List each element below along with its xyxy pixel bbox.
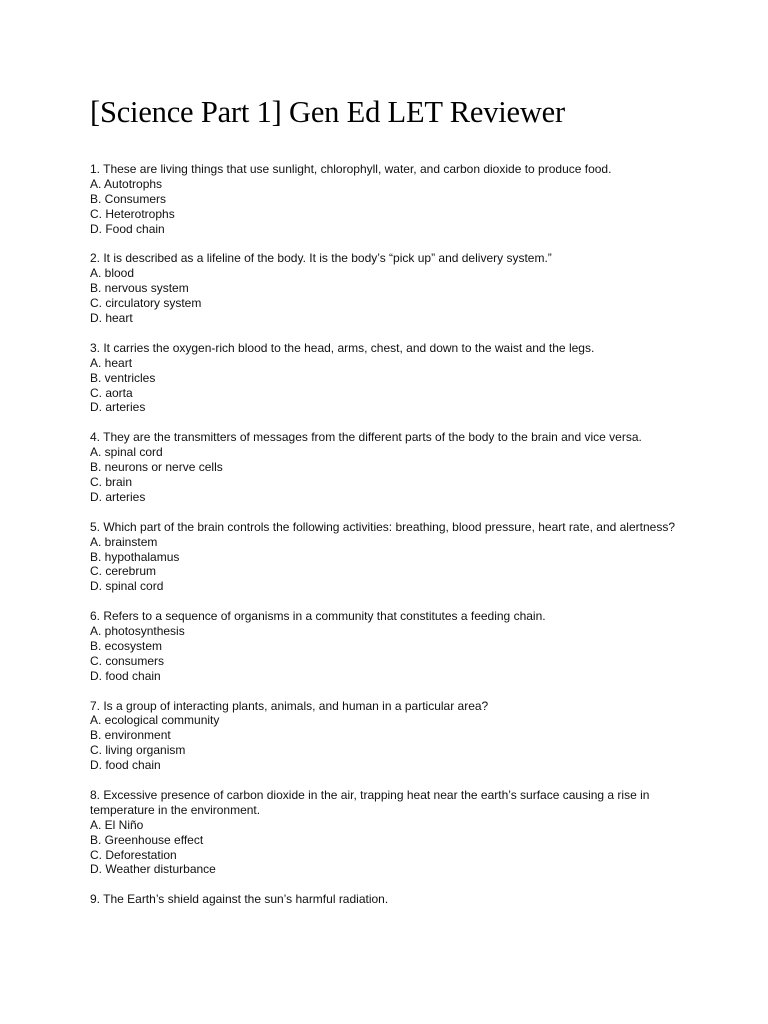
answer-option: A. brainstem bbox=[90, 534, 158, 549]
answer-option: A. Autotrophs bbox=[90, 176, 163, 191]
question-list bbox=[90, 162, 700, 922]
answer-option: B. hypothalamus bbox=[90, 549, 180, 564]
question-stem: 6. Refers to a sequence of organisms in a community that constitutes a feeding chain. bbox=[90, 609, 546, 624]
answer-option: C. aorta bbox=[90, 385, 133, 400]
question-9 bbox=[90, 892, 700, 907]
question-7 bbox=[90, 699, 700, 774]
answer-option: B. ecosystem bbox=[90, 638, 163, 653]
answer-option: C. Deforestation bbox=[90, 847, 177, 862]
question-5 bbox=[90, 520, 700, 595]
answer-option: C. brain bbox=[90, 474, 133, 489]
answer-option: C. living organism bbox=[90, 743, 186, 758]
answer-option: A. heart bbox=[90, 355, 133, 370]
answer-option: B. Consumers bbox=[90, 191, 167, 206]
question-stem: 1. These are living things that use sunlight, chlorophyll, water, and carbon dioxide to produce food. bbox=[90, 162, 612, 176]
answer-option: D. spinal cord bbox=[90, 579, 164, 594]
question-stem: 9. The Earth’s shield against the sun’s harmful radiation. bbox=[90, 892, 389, 907]
document-title: [Science Part 1] Gen Ed LET Reviewer bbox=[90, 95, 565, 129]
answer-option: B. Greenhouse effect bbox=[90, 832, 204, 847]
question-1 bbox=[90, 162, 700, 237]
answer-option: A. blood bbox=[90, 266, 135, 281]
answer-option: B. nervous system bbox=[90, 281, 189, 296]
question-2 bbox=[90, 251, 700, 326]
answer-option: D. arteries bbox=[90, 400, 146, 415]
answer-option: B. environment bbox=[90, 728, 171, 743]
question-3 bbox=[90, 341, 700, 416]
question-stem: 8. Excessive presence of carbon dioxide in the air, trapping heat near the earth’s surface causing a rise in temperature in the environment. bbox=[90, 787, 650, 817]
question-stem: 2. It is described as a lifeline of the body. It is the body’s “pick up” and delivery system.” bbox=[90, 251, 552, 266]
answer-option: C. cerebrum bbox=[90, 564, 157, 579]
question-stem: 3. It carries the oxygen-rich blood to the head, arms, chest, and down to the waist and the legs. bbox=[90, 340, 595, 355]
answer-option: A. spinal cord bbox=[90, 445, 163, 460]
question-stem: 5. Which part of the brain controls the following activities: breathing, blood pressure, heart rate, and alertness? bbox=[90, 519, 675, 534]
question-4 bbox=[90, 430, 700, 505]
question-stem: 4. They are the transmitters of messages from the different parts of the body to the brain and vice versa. bbox=[90, 430, 642, 445]
answer-option: B. neurons or nerve cells bbox=[90, 460, 223, 475]
answer-option: D. Weather disturbance bbox=[90, 862, 216, 877]
question-stem: 7. Is a group of interacting plants, animals, and human in a particular area? bbox=[90, 698, 489, 713]
answer-option: C. consumers bbox=[90, 653, 165, 668]
answer-option: D. Food chain bbox=[90, 221, 165, 236]
answer-option: A. ecological community bbox=[90, 713, 220, 728]
question-8 bbox=[90, 788, 700, 877]
answer-option: B. ventricles bbox=[90, 370, 156, 385]
answer-option: C. Heterotrophs bbox=[90, 206, 175, 221]
answer-option: A. El Niño bbox=[90, 817, 144, 832]
answer-option: D. heart bbox=[90, 311, 133, 326]
question-6 bbox=[90, 609, 700, 684]
answer-option: D. food chain bbox=[90, 668, 161, 683]
answer-option: A. photosynthesis bbox=[90, 624, 185, 639]
answer-option: D. arteries bbox=[90, 489, 146, 504]
answer-option: C. circulatory system bbox=[90, 296, 202, 311]
answer-option: D. food chain bbox=[90, 758, 161, 773]
